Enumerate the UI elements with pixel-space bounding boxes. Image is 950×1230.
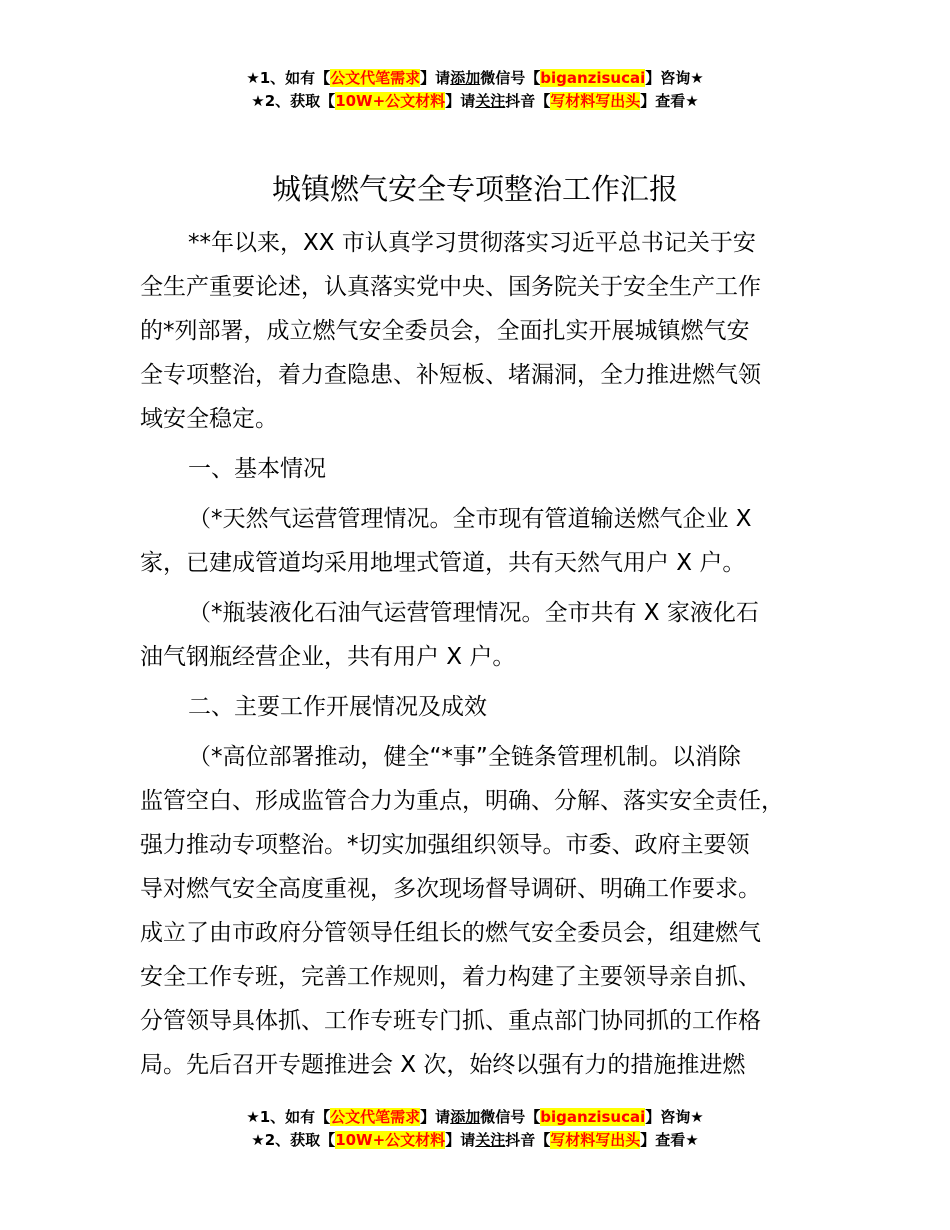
text-line: （*天然气运营管理情况。全市现有管道输送燃气企业 X: [188, 506, 752, 532]
document-body: [140, 221, 830, 1093]
text-line: 域安全稳定。: [140, 406, 278, 432]
banner-highlight: biganzisucai: [540, 69, 646, 87]
banner-text: 】请: [420, 1108, 451, 1126]
text-line: 导对燃气安全高度重视，多次现场督导调研、明确工作要求。: [140, 876, 761, 902]
text-line: 油气钢瓶经营企业，共有用户 X 户。: [140, 644, 516, 670]
banner-text: 】请: [445, 92, 476, 110]
banner-highlight: 写材料写出头: [550, 92, 641, 110]
text-line: 成立了由市政府分管领导任组长的燃气安全委员会，组建燃气: [140, 920, 761, 946]
text-line: 全专项整治，着力查隐患、补短板、堵漏洞，全力推进燃气领: [140, 362, 761, 388]
banner-text: 抖音【: [505, 92, 551, 110]
banner-highlight: 10W+公文材料: [335, 1131, 446, 1149]
text-line: 监管空白、形成监管合力为重点，明确、分解、落实安全责任，: [140, 788, 784, 814]
text-line: （*高位部署推动，健全“*事”全链条管理机制。以消除: [188, 744, 741, 770]
banner-underlined-text: 添加: [450, 1108, 481, 1126]
banner-highlight: 公文代笔需求: [330, 1108, 421, 1126]
banner-highlight: 写材料写出头: [550, 1131, 641, 1149]
text-line: 全生产重要论述，认真落实党中央、国务院关于安全生产工作: [140, 274, 761, 300]
banner-text: 】查看★: [640, 1131, 699, 1149]
section-heading-1: [140, 447, 830, 491]
document-title: 城镇燃气安全专项整治工作汇报: [271, 172, 678, 206]
banner-text: 】请: [420, 69, 451, 87]
banner-text: ★2、获取【: [251, 92, 336, 110]
banner-underlined-text: 关注: [475, 92, 506, 110]
footer-banner: [0, 1106, 950, 1152]
banner-highlight: 10W+公文材料: [335, 92, 446, 110]
paragraph-intro: [140, 221, 830, 441]
paragraph-lpg: [140, 591, 830, 679]
heading-line: 二、主要工作开展情况及成效: [188, 694, 487, 720]
banner-highlight: 公文代笔需求: [330, 69, 421, 87]
text-line: 强力推动专项整治。*切实加强组织领导。市委、政府主要领: [140, 832, 750, 858]
banner-line-1: [0, 1106, 950, 1129]
banner-text: 】咨询★: [645, 1108, 704, 1126]
text-line: 局。先后召开专题推进会 X 次，始终以强有力的措施推进燃: [140, 1052, 746, 1078]
banner-text: ★1、如有【: [246, 1108, 331, 1126]
paragraph-natural-gas: [140, 497, 830, 585]
banner-text: 抖音【: [505, 1131, 551, 1149]
header-banner: [0, 67, 950, 113]
banner-underlined-text: 添加: [450, 69, 481, 87]
banner-line-1: [0, 67, 950, 90]
text-line: 安全工作专班，完善工作规则，着力构建了主要领导亲自抓、: [140, 964, 761, 990]
text-line: 的*列部署，成立燃气安全委员会，全面扎实开展城镇燃气安: [140, 318, 750, 344]
banner-text: 】查看★: [640, 92, 699, 110]
banner-line-2: [0, 1129, 950, 1152]
text-line: 家，已建成管道均采用地埋式管道，共有天然气用户 X 户。: [140, 550, 746, 576]
banner-text: 微信号【: [480, 69, 541, 87]
banner-highlight: biganzisucai: [540, 1108, 646, 1126]
text-line: 分管领导具体抓、工作专班专门抓、重点部门协同抓的工作格: [140, 1008, 761, 1034]
paragraph-deployment: [140, 735, 830, 1087]
banner-text: 】请: [445, 1131, 476, 1149]
banner-text: 】咨询★: [645, 69, 704, 87]
text-line: （*瓶装液化石油气运营管理情况。全市共有 X 家液化石: [188, 600, 759, 626]
banner-line-2: [0, 90, 950, 113]
heading-line: 一、基本情况: [188, 456, 326, 482]
banner-text: ★1、如有【: [246, 69, 331, 87]
text-line: **年以来，XX 市认真学习贯彻落实习近平总书记关于安: [188, 230, 756, 256]
section-heading-2: [140, 685, 830, 729]
banner-underlined-text: 关注: [475, 1131, 506, 1149]
banner-text: ★2、获取【: [251, 1131, 336, 1149]
banner-text: 微信号【: [480, 1108, 541, 1126]
